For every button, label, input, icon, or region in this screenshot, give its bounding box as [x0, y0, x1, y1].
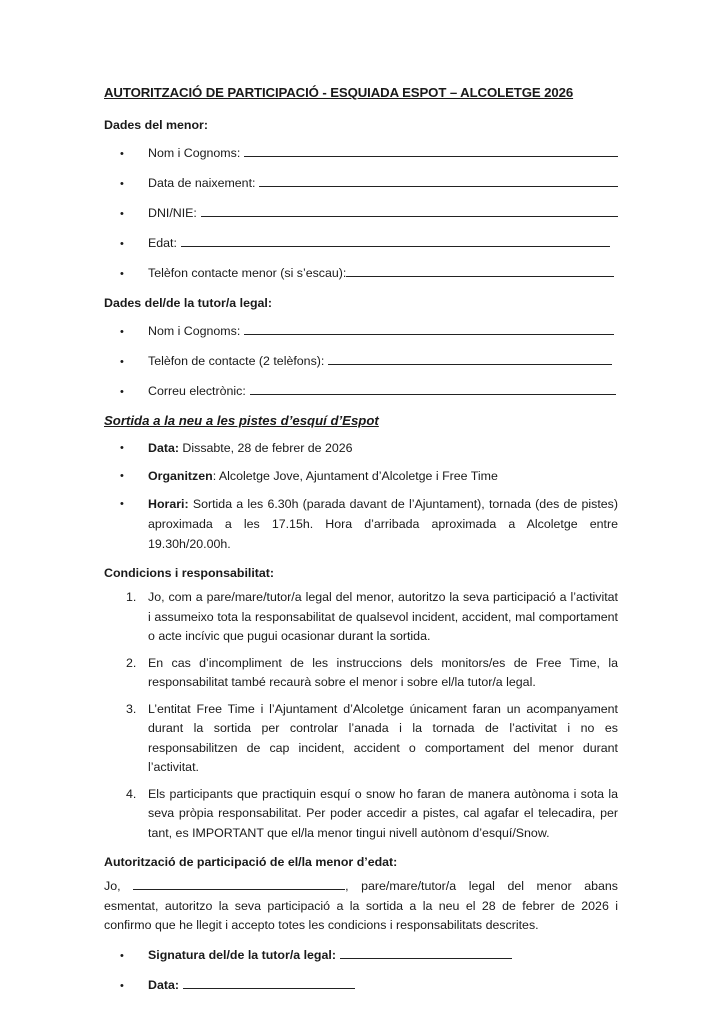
minor-section-heading: Dades del menor:: [104, 118, 208, 132]
signature-date-field[interactable]: [120, 976, 618, 995]
guardian-name-input-line[interactable]: [244, 323, 614, 335]
bullet-icon: •: [120, 949, 124, 962]
document-title: AUTORITZACIÓ DE PARTICIPACIÓ - ESQUIADA ESPOT – ALCOLETGE 2026: [104, 85, 574, 100]
field-label: Correu electrònic:: [148, 384, 246, 398]
minor-phone-input-line[interactable]: [346, 265, 614, 277]
field-label: Data de naixement:: [148, 176, 256, 190]
bullet-icon: •: [120, 268, 124, 280]
condition-text: L’entitat Free Time i l’Ajuntament d’Alcoletge únicament faran un acompanyament durant la sortida per controlar l’anada i la tornada de l’activitat i no es responsabilitzen de cap incident, accident o comportament del menor durant l’activitat.: [148, 701, 618, 774]
condition-item: [126, 654, 618, 693]
trip-schedule-value: Sortida a les 6.30h (parada davant de l’Ajuntament), tornada (des de pistes) aproximada a les 17.15h. Hora d’arribada aproximada a Alcoletge entre 19.30h/20.00h.: [148, 497, 618, 551]
minor-birthdate-input-line[interactable]: [259, 175, 618, 187]
bullet-icon: •: [120, 979, 124, 992]
guardian-name-inline-input[interactable]: [133, 878, 345, 890]
minor-dni-input-line[interactable]: [201, 205, 618, 217]
authorization-statement: [104, 877, 618, 936]
trip-schedule-label: Horari:: [148, 497, 189, 511]
bullet-icon: •: [120, 148, 124, 160]
minor-age-input-line[interactable]: [181, 235, 610, 247]
minor-name-input-line[interactable]: [244, 145, 618, 157]
guardian-phone-field[interactable]: [120, 352, 612, 371]
bullet-icon: •: [120, 442, 124, 454]
trip-section-heading: Sortida a la neu a les pistes d’esquí d’Espot: [104, 413, 379, 428]
field-label: Edat:: [148, 236, 177, 250]
bullet-icon: •: [120, 498, 124, 510]
trip-date-label: Data:: [148, 441, 179, 455]
signature-input-line[interactable]: [340, 947, 512, 959]
trip-organizers-value: : Alcoletge Jove, Ajuntament d’Alcoletge i Free Time: [212, 469, 498, 483]
bullet-icon: •: [120, 178, 124, 190]
bullet-icon: •: [120, 238, 124, 250]
field-label: DNI/NIE:: [148, 206, 197, 220]
condition-number: 3.: [126, 701, 137, 716]
authorization-prefix: Jo,: [104, 879, 134, 893]
signature-field[interactable]: [120, 946, 618, 965]
guardian-name-field[interactable]: [120, 322, 614, 341]
authorization-section-heading: Autorització de participació de el/la menor d’edat:: [104, 855, 398, 869]
trip-organizers-item: [120, 466, 618, 486]
condition-item: [126, 785, 618, 844]
bullet-icon: •: [120, 326, 124, 338]
minor-birthdate-field[interactable]: [120, 174, 618, 193]
condition-item: [126, 700, 618, 778]
guardian-email-field[interactable]: [120, 382, 616, 401]
condition-item: [126, 588, 618, 647]
trip-date-value: Dissabte, 28 de febrer de 2026: [178, 441, 353, 455]
guardian-section-heading: Dades del/de la tutor/a legal:: [104, 296, 273, 310]
field-label: Nom i Cognoms:: [148, 146, 241, 160]
bullet-icon: •: [120, 208, 124, 220]
guardian-phone-input-line[interactable]: [328, 353, 612, 365]
bullet-icon: •: [120, 470, 124, 482]
condition-text: Els participants que practiquin esquí o snow ho faran de manera autònoma i sota la seva pròpia responsabilitat. Per poder accedir a pistes, cal agafar el telecadira, per tant, es IMPORTANT que el/la menor tingui nivell autònom d’esquí/Snow.: [148, 786, 618, 840]
trip-date-item: [120, 438, 618, 458]
bullet-icon: •: [120, 386, 124, 398]
minor-name-field[interactable]: [120, 144, 618, 163]
field-label: Telèfon de contacte (2 telèfons):: [148, 354, 325, 368]
condition-number: 4.: [126, 786, 137, 801]
trip-schedule-item: [120, 494, 618, 554]
condition-number: 1.: [126, 590, 137, 604]
trip-organizers-label: Organitzen: [148, 469, 213, 483]
condition-text: Jo, com a pare/mare/tutor/a legal del menor, autoritzo la seva participació a l’activitat i assumeixo tota la responsabilitat de qualsevol incident, accident, mal comportament o acte incívic que pugui ocasionar durant la sortida.: [148, 590, 618, 643]
condition-number: 2.: [126, 655, 137, 670]
authorization-suffix: , pare/mare/tutor/a legal del menor abans esmentat, autoritzo la seva participació a la sortida a la neu el 28 de febrer de 2026 i confirmo que he llegit i accepto totes les condicions i responsabilitats descrites.: [104, 879, 618, 932]
field-label: Nom i Cognoms:: [148, 324, 241, 338]
guardian-email-input-line[interactable]: [250, 383, 616, 395]
conditions-section-heading: Condicions i responsabilitat:: [104, 566, 275, 580]
signature-label: Signatura del/de la tutor/a legal:: [148, 947, 336, 962]
signature-date-label: Data:: [148, 977, 179, 992]
bullet-icon: •: [120, 356, 124, 368]
signature-date-input-line[interactable]: [183, 977, 355, 989]
minor-age-field[interactable]: [120, 234, 610, 253]
minor-dni-field[interactable]: [120, 204, 618, 223]
field-label: Telèfon contacte menor (si s’escau):: [148, 266, 347, 280]
condition-text: En cas d’incompliment de les instruccions dels monitors/es de Free Time, la responsabilitat també recaurà sobre el menor i sobre el/la tutor/a legal.: [148, 655, 618, 689]
minor-phone-field[interactable]: [120, 264, 614, 283]
